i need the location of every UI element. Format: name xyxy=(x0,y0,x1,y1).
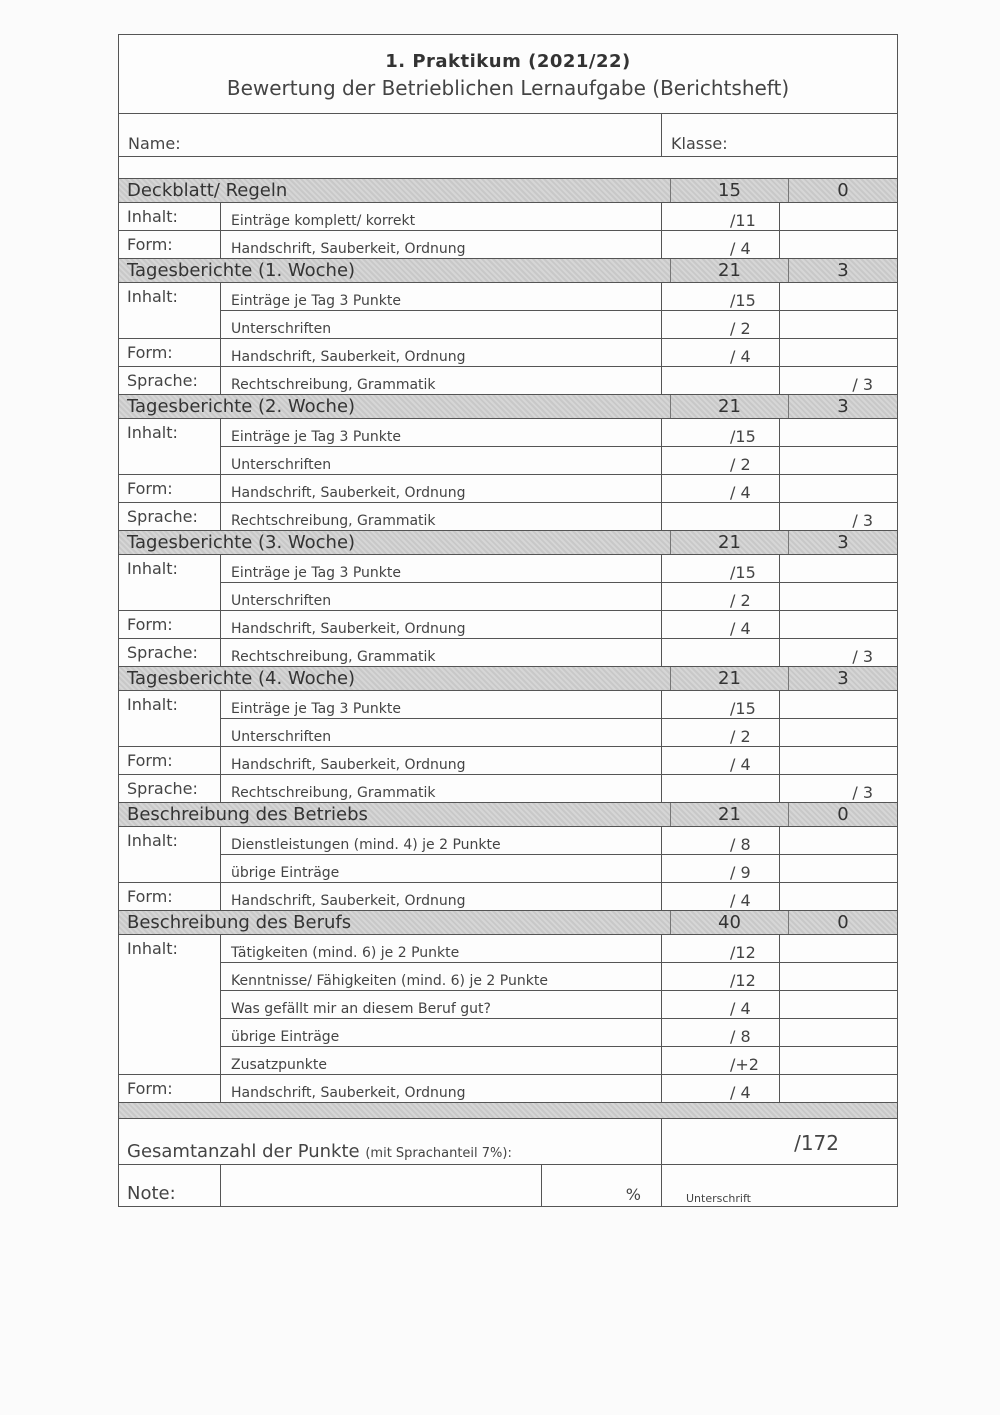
criteria-label: Inhalt: xyxy=(119,827,221,855)
criteria-language-points: / 3 xyxy=(852,375,873,394)
criteria-label: Inhalt: xyxy=(119,283,221,311)
signature-field: Unterschrift xyxy=(686,1192,751,1205)
criteria-label: Form: xyxy=(119,747,221,774)
criteria-description: Handschrift, Sauberkeit, Ordnung xyxy=(221,611,662,638)
section-name: Tagesberichte (2. Woche) xyxy=(127,396,356,417)
criteria-label xyxy=(119,1019,221,1047)
criteria-description: Tätigkeiten (mind. 6) je 2 Punkte xyxy=(221,935,662,963)
criteria-label xyxy=(119,963,221,991)
total-value: /172 xyxy=(794,1131,839,1155)
criteria-label: Inhalt: xyxy=(119,691,221,719)
criteria-points xyxy=(662,503,780,530)
name-label: Name: xyxy=(128,134,181,153)
criteria-row xyxy=(119,447,897,475)
criteria-language-points xyxy=(780,203,897,230)
criteria-language-points xyxy=(780,719,897,746)
criteria-label: Form: xyxy=(119,611,221,638)
criteria-row xyxy=(119,1075,897,1103)
criteria-points: / 8 xyxy=(662,1019,780,1047)
criteria-label: Inhalt: xyxy=(119,419,221,447)
criteria-language-points xyxy=(780,419,897,447)
criteria-points: / 2 xyxy=(662,719,780,746)
note-value-field xyxy=(221,1165,542,1206)
criteria-row xyxy=(119,691,897,719)
criteria-language-points xyxy=(780,991,897,1019)
section-language-points: 3 xyxy=(788,395,897,418)
criteria-language-points xyxy=(780,311,897,338)
section-language-points: 3 xyxy=(788,531,897,554)
criteria-row xyxy=(119,475,897,503)
section-language-points: 0 xyxy=(788,911,897,934)
criteria-description: Unterschriften xyxy=(221,447,662,474)
criteria-label xyxy=(119,855,221,882)
criteria-row xyxy=(119,1047,897,1075)
criteria-description: Handschrift, Sauberkeit, Ordnung xyxy=(221,883,662,910)
criteria-label: Form: xyxy=(119,339,221,366)
separator-band xyxy=(119,1103,897,1119)
criteria-language-points xyxy=(780,583,897,610)
criteria-label: Form: xyxy=(119,1075,221,1102)
section-max-points: 21 xyxy=(670,667,788,690)
criteria-row xyxy=(119,1019,897,1047)
total-label-cell xyxy=(119,1119,662,1164)
criteria-label: Inhalt: xyxy=(119,935,221,963)
evaluation-form xyxy=(118,34,898,1207)
criteria-label xyxy=(119,583,221,610)
criteria-label: Form: xyxy=(119,475,221,502)
criteria-row xyxy=(119,883,897,911)
criteria-language-points xyxy=(780,1075,897,1102)
criteria-language-points xyxy=(780,855,897,882)
criteria-description: Rechtschreibung, Grammatik xyxy=(221,775,662,802)
criteria-points xyxy=(662,367,780,394)
criteria-language-points xyxy=(780,475,897,502)
criteria-row xyxy=(119,367,897,395)
section-name: Tagesberichte (1. Woche) xyxy=(127,260,356,281)
criteria-label: Inhalt: xyxy=(119,203,221,230)
criteria-description: Handschrift, Sauberkeit, Ordnung xyxy=(221,339,662,366)
criteria-description: übrige Einträge xyxy=(221,855,662,882)
section-header xyxy=(119,259,897,283)
name-row xyxy=(119,114,897,157)
criteria-points: / 4 xyxy=(662,991,780,1019)
klasse-field xyxy=(662,114,897,156)
criteria-row xyxy=(119,639,897,667)
note-label: Note: xyxy=(119,1165,221,1206)
spacer-row xyxy=(119,157,897,179)
criteria-description: Handschrift, Sauberkeit, Ordnung xyxy=(221,231,662,258)
criteria-description: Unterschriften xyxy=(221,719,662,746)
criteria-points: / 4 xyxy=(662,475,780,502)
criteria-language-points xyxy=(780,691,897,719)
criteria-row xyxy=(119,611,897,639)
criteria-description: Rechtschreibung, Grammatik xyxy=(221,503,662,530)
criteria-points: / 8 xyxy=(662,827,780,855)
criteria-points: /11 xyxy=(662,203,780,230)
criteria-points: /15 xyxy=(662,419,780,447)
criteria-row xyxy=(119,203,897,231)
criteria-language-points xyxy=(780,935,897,963)
form-subtitle: Bewertung der Betrieblichen Lernaufgabe (Berichtsheft) xyxy=(226,76,790,100)
section-header xyxy=(119,803,897,827)
criteria-row xyxy=(119,855,897,883)
criteria-points xyxy=(662,775,780,802)
criteria-description: Was gefällt mir an diesem Beruf gut? xyxy=(221,991,662,1019)
section-language-points: 0 xyxy=(788,179,897,202)
criteria-row xyxy=(119,503,897,531)
criteria-language-points xyxy=(780,963,897,991)
criteria-language-points: / 3 xyxy=(852,647,873,666)
criteria-description: Handschrift, Sauberkeit, Ordnung xyxy=(221,1075,662,1102)
criteria-label: Sprache: xyxy=(119,503,221,530)
criteria-description: Einträge je Tag 3 Punkte xyxy=(221,555,662,583)
criteria-points xyxy=(662,639,780,666)
criteria-row xyxy=(119,935,897,963)
criteria-points: /15 xyxy=(662,691,780,719)
criteria-row xyxy=(119,719,897,747)
criteria-description: Kenntnisse/ Fähigkeiten (mind. 6) je 2 Punkte xyxy=(221,963,662,991)
criteria-row xyxy=(119,583,897,611)
criteria-language-points xyxy=(780,283,897,311)
criteria-description: Einträge je Tag 3 Punkte xyxy=(221,691,662,719)
criteria-points: / 2 xyxy=(662,311,780,338)
section-language-points: 0 xyxy=(788,803,897,826)
section-name: Beschreibung des Berufs xyxy=(127,912,352,933)
criteria-label xyxy=(119,1047,221,1074)
note-row xyxy=(119,1165,897,1206)
criteria-row xyxy=(119,231,897,259)
criteria-description: Einträge je Tag 3 Punkte xyxy=(221,419,662,447)
criteria-points: / 4 xyxy=(662,747,780,774)
criteria-points: / 4 xyxy=(662,611,780,638)
section-header xyxy=(119,395,897,419)
criteria-language-points xyxy=(780,611,897,638)
criteria-language-points xyxy=(780,1047,897,1074)
section-header xyxy=(119,179,897,203)
criteria-language-points xyxy=(780,747,897,774)
percent-field: % xyxy=(542,1165,662,1206)
criteria-points: /15 xyxy=(662,283,780,311)
criteria-description: Unterschriften xyxy=(221,311,662,338)
section-header xyxy=(119,531,897,555)
criteria-language-points xyxy=(780,339,897,366)
criteria-description: Rechtschreibung, Grammatik xyxy=(221,639,662,666)
section-name: Beschreibung des Betriebs xyxy=(127,804,368,825)
criteria-points: / 2 xyxy=(662,583,780,610)
sections-container xyxy=(119,179,897,1103)
criteria-points: / 4 xyxy=(662,339,780,366)
criteria-description: Zusatzpunkte xyxy=(221,1047,662,1074)
section-language-points: 3 xyxy=(788,259,897,282)
criteria-label: Form: xyxy=(119,883,221,910)
criteria-row xyxy=(119,775,897,803)
criteria-language-points xyxy=(780,231,897,258)
section-header xyxy=(119,911,897,935)
criteria-label xyxy=(119,311,221,338)
criteria-language-points: / 3 xyxy=(852,511,873,530)
criteria-description: Dienstleistungen (mind. 4) je 2 Punkte xyxy=(221,827,662,855)
criteria-points: /+2 xyxy=(662,1047,780,1074)
criteria-points: / 9 xyxy=(662,855,780,882)
criteria-language-points xyxy=(780,1019,897,1047)
criteria-label xyxy=(119,447,221,474)
criteria-row xyxy=(119,339,897,367)
total-label-note: (mit Sprachanteil 7%): xyxy=(365,1146,512,1161)
section-header xyxy=(119,667,897,691)
criteria-description: Unterschriften xyxy=(221,583,662,610)
klasse-label: Klasse: xyxy=(671,134,728,153)
criteria-description: Einträge komplett/ korrekt xyxy=(221,203,662,230)
criteria-label xyxy=(119,991,221,1019)
section-name: Tagesberichte (4. Woche) xyxy=(127,668,356,689)
section-max-points: 21 xyxy=(670,259,788,282)
section-name: Deckblatt/ Regeln xyxy=(127,180,288,201)
criteria-points: / 4 xyxy=(662,883,780,910)
criteria-points: / 2 xyxy=(662,447,780,474)
section-max-points: 21 xyxy=(670,531,788,554)
criteria-label: Sprache: xyxy=(119,639,221,666)
criteria-row xyxy=(119,827,897,855)
criteria-row xyxy=(119,991,897,1019)
section-name: Tagesberichte (3. Woche) xyxy=(127,532,356,553)
criteria-language-points xyxy=(780,883,897,910)
criteria-label: Sprache: xyxy=(119,367,221,394)
total-row xyxy=(119,1119,897,1165)
criteria-row xyxy=(119,963,897,991)
criteria-label: Form: xyxy=(119,231,221,258)
criteria-points: /12 xyxy=(662,963,780,991)
criteria-language-points xyxy=(780,827,897,855)
criteria-label xyxy=(119,719,221,746)
section-max-points: 21 xyxy=(670,395,788,418)
criteria-description: Handschrift, Sauberkeit, Ordnung xyxy=(221,475,662,502)
criteria-row xyxy=(119,283,897,311)
name-field xyxy=(119,114,662,156)
criteria-description: Rechtschreibung, Grammatik xyxy=(221,367,662,394)
criteria-label: Sprache: xyxy=(119,775,221,802)
criteria-row xyxy=(119,311,897,339)
section-max-points: 15 xyxy=(670,179,788,202)
section-language-points: 3 xyxy=(788,667,897,690)
criteria-language-points xyxy=(780,555,897,583)
criteria-points: / 4 xyxy=(662,1075,780,1102)
form-title: 1. Praktikum (2021/22) xyxy=(385,51,631,72)
criteria-row xyxy=(119,419,897,447)
section-max-points: 21 xyxy=(670,803,788,826)
criteria-points: / 4 xyxy=(662,231,780,258)
criteria-points: /15 xyxy=(662,555,780,583)
criteria-points: /12 xyxy=(662,935,780,963)
criteria-description: Einträge je Tag 3 Punkte xyxy=(221,283,662,311)
total-label: Gesamtanzahl der Punkte xyxy=(127,1141,360,1162)
form-header xyxy=(119,35,897,114)
criteria-row xyxy=(119,555,897,583)
criteria-description: übrige Einträge xyxy=(221,1019,662,1047)
criteria-language-points xyxy=(780,447,897,474)
criteria-label: Inhalt: xyxy=(119,555,221,583)
criteria-row xyxy=(119,747,897,775)
criteria-description: Handschrift, Sauberkeit, Ordnung xyxy=(221,747,662,774)
criteria-language-points: / 3 xyxy=(852,783,873,802)
section-max-points: 40 xyxy=(670,911,788,934)
